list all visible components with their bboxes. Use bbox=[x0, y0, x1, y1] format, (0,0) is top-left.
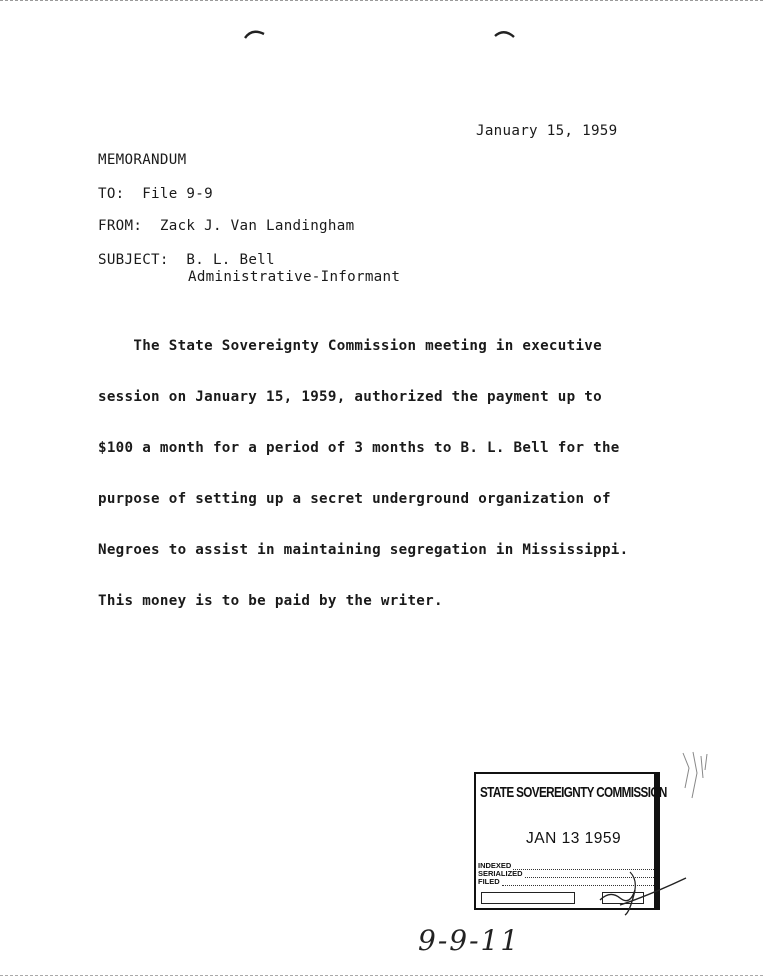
subject-value: B. L. Bell bbox=[186, 252, 275, 268]
body-line: $100 a month for a period of 3 months to B. L. Bell for the bbox=[98, 440, 620, 456]
from-label: FROM: bbox=[98, 218, 143, 234]
body-line: This money is to be paid by the writer. bbox=[98, 593, 443, 609]
body-line: session on January 15, 1959, authorized the payment up to bbox=[98, 389, 602, 405]
stamp-box bbox=[481, 892, 575, 904]
subject-label: SUBJECT: bbox=[98, 252, 169, 268]
memo-body bbox=[98, 304, 658, 644]
subject-subtitle: Administrative-Informant bbox=[188, 269, 401, 285]
body-line: Negroes to assist in maintaining segregation in Mississippi. bbox=[98, 542, 629, 558]
memo-type-label: MEMORANDUM bbox=[98, 152, 187, 168]
punch-hole-mark-right bbox=[494, 28, 516, 40]
from-line bbox=[98, 218, 354, 235]
body-line: The State Sovereignty Commission meeting in executive bbox=[98, 338, 602, 354]
handwritten-file-number: 9-9-11 bbox=[418, 924, 521, 957]
punch-hole-mark-left bbox=[244, 28, 266, 40]
top-perforation-edge bbox=[0, 0, 763, 3]
handwritten-initials-signature bbox=[590, 860, 690, 924]
stamp-row-filed: FILED bbox=[478, 878, 654, 886]
stamp-date: JAN 13 1959 bbox=[526, 830, 622, 847]
bottom-edge bbox=[0, 975, 763, 978]
stamp-title: STATE SOVEREIGNTY COMMISSION bbox=[480, 784, 667, 801]
stamp-row-serialized: SERIALIZED bbox=[478, 870, 654, 878]
paper-blemish-mark bbox=[675, 748, 715, 808]
from-value: Zack J. Van Landingham bbox=[159, 218, 355, 234]
to-line bbox=[98, 186, 213, 203]
stamp-row-indexed: INDEXED bbox=[478, 862, 654, 870]
to-label: TO: bbox=[98, 186, 125, 202]
to-value: File 9-9 bbox=[142, 186, 213, 202]
memo-date: January 15, 1959 bbox=[476, 123, 618, 139]
body-line: purpose of setting up a secret underground organization of bbox=[98, 491, 611, 507]
subject-line bbox=[98, 252, 275, 269]
